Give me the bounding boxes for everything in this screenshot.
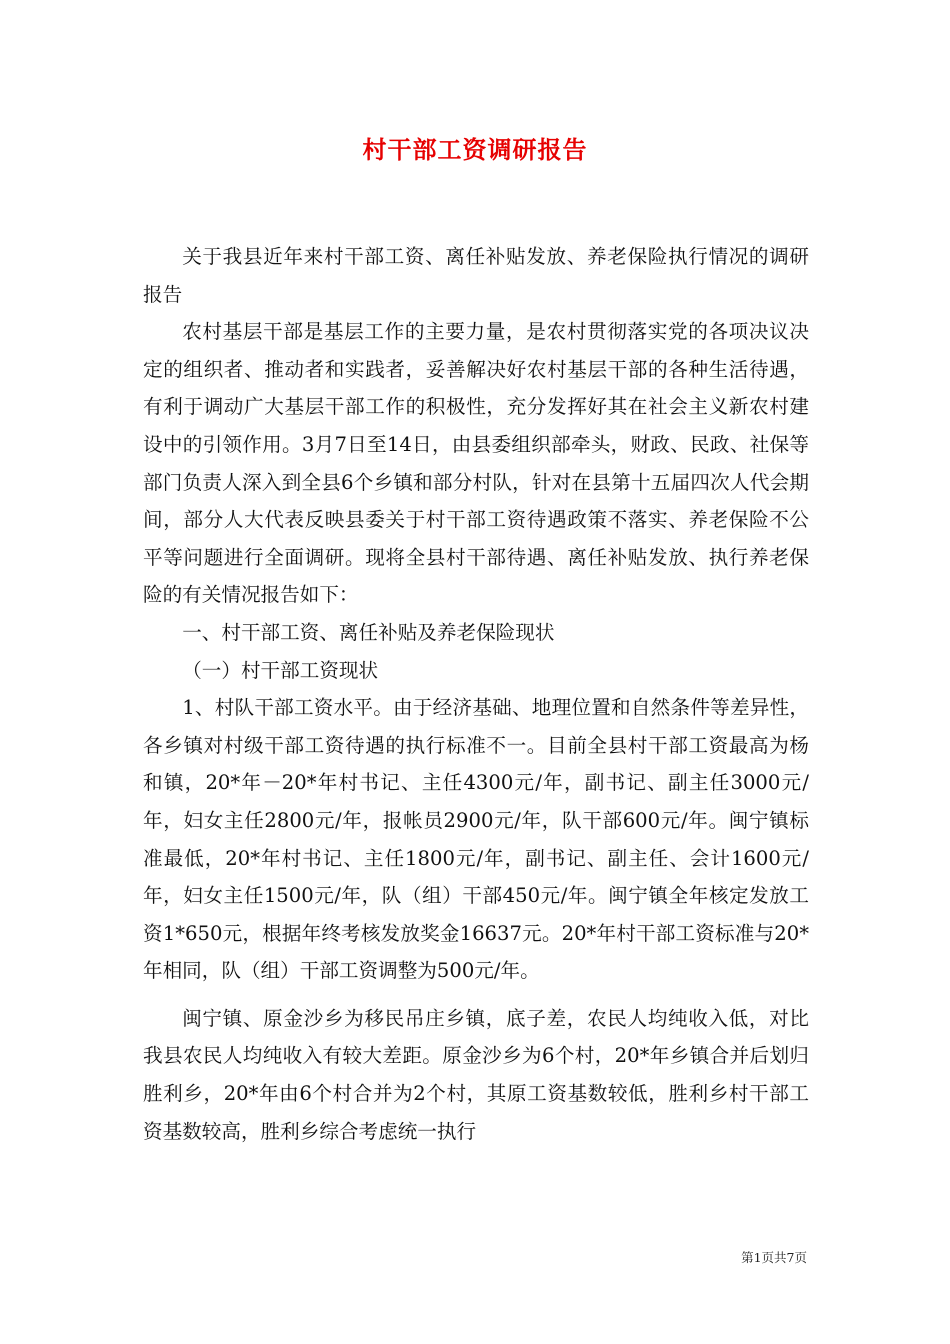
paragraph-salary-level: 1、村队干部工资水平。由于经济基础、地理位置和自然条件等差异性，各乡镇对村级干部工资待遇的执行标准不一。目前全县村干部工资最高为杨和镇，20*年－20*年村书记、主任4300元/年，副书记、副主任3000元/年，妇女主任2800元/年，报帐员2900元/年，队干部600元/年。闽宁镇标准最低，20*年村书记、主任1800元/年，副书记、副主任、会计1600元/年，妇女主任1500元/年，队（组）干部450元/年。闽宁镇全年核定发放工资1*650元，根据年终考核发放奖金16637元。20*年村干部工资标准与20*年相同，队（组）干部工资调整为500元/年。 bbox=[143, 696, 809, 983]
paragraph-report-subtitle: 关于我县近年来村干部工资、离任补贴发放、养老保险执行情况的调研报告 bbox=[143, 245, 809, 306]
paragraph-introduction: 农村基层干部是基层工作的主要力量，是农村贯彻落实党的各项决议决定的组织者、推动者和实践者，妥善解决好农村基层干部的各种生活待遇，有利于调动广大基层干部工作的积极性，充分发挥好其在社会主义新农村建设中的引领作用。3月7日至14日，由县委组织部牵头，财政、民政、社保等部门负责人深入到全县6个乡镇和部分村队，针对在县第十五届四次人代会期间，部分人大代表反映县委关于村干部工资待遇政策不落实、养老保险不公平等问题进行全面调研。现将全县村干部待遇、离任补贴发放、执行养老保险的有关情况报告如下： bbox=[143, 320, 809, 607]
document-title: 村干部工资调研报告 bbox=[362, 135, 588, 164]
section-heading-current-status: 一、村干部工资、离任补贴及养老保险现状 bbox=[182, 620, 555, 644]
document-body bbox=[143, 238, 809, 1150]
page-number: 第1页共7页 bbox=[741, 1250, 807, 1265]
paragraph-minning-jinsha: 闽宁镇、原金沙乡为移民吊庄乡镇，底子差，农民人均纯收入低，对比我县农民人均纯收入有较大差距。原金沙乡为6个村，20*年乡镇合并后划归胜利乡，20*年由6个村合并为2个村，其原工资基数较低，胜利乡村干部工资基数较高，胜利乡综合考虑统一执行 bbox=[143, 1006, 809, 1143]
subsection-heading-salary-status: （一）村干部工资现状 bbox=[182, 658, 379, 682]
